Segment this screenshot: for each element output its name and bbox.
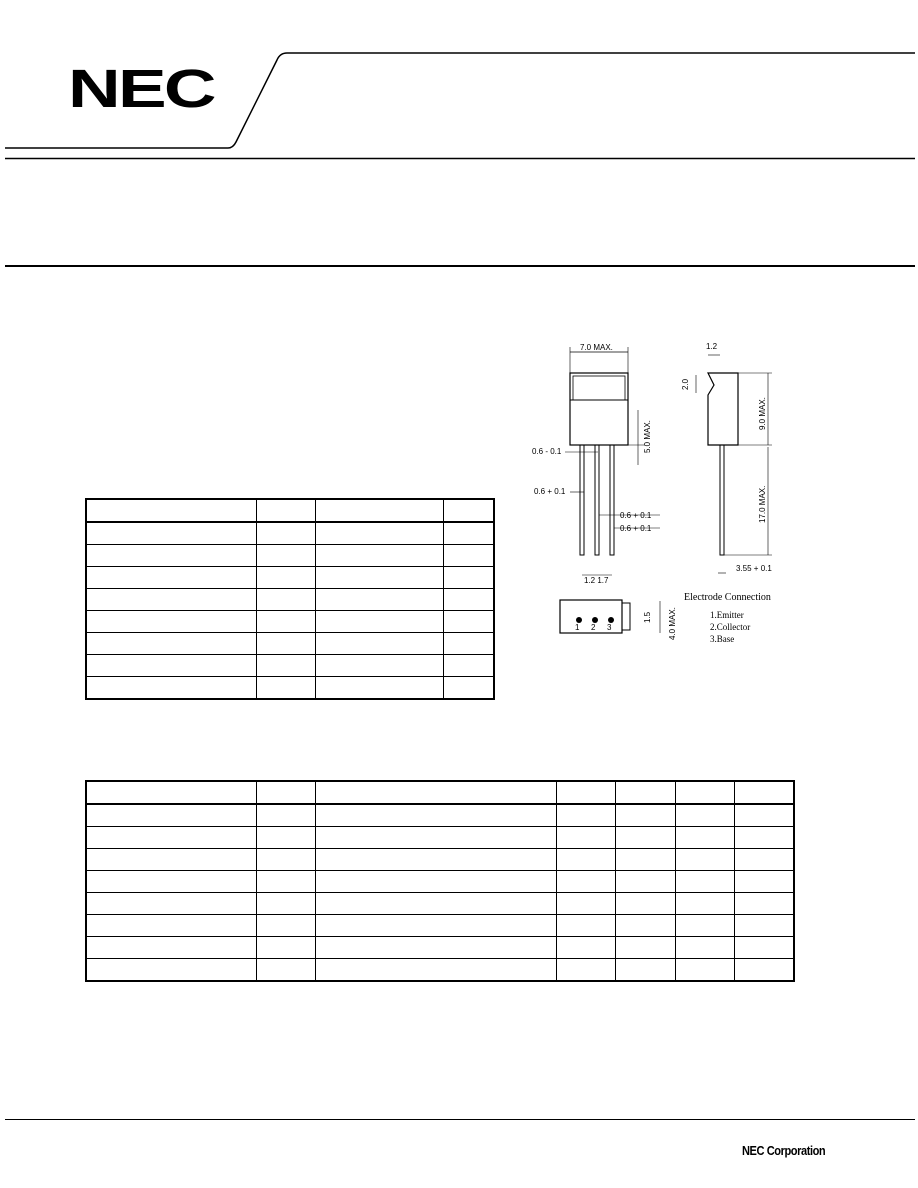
- dim-lead-offset: 1.2: [706, 342, 718, 351]
- table-cell: [615, 871, 675, 893]
- table-cell: [86, 827, 256, 849]
- table-row: [86, 781, 794, 804]
- table-cell: [556, 915, 615, 937]
- table-cell: [315, 545, 443, 567]
- table-cell: [443, 567, 494, 589]
- table-cell: [86, 499, 256, 522]
- table-cell: [86, 633, 256, 655]
- characteristics-table: [85, 780, 795, 982]
- table-cell: [734, 937, 794, 959]
- dim-bottom-a: 1.5: [643, 611, 652, 623]
- table-cell: [86, 677, 256, 700]
- dim-pitch: 1.2 1.7: [584, 576, 609, 585]
- table-cell: [315, 915, 556, 937]
- table-row: [86, 633, 494, 655]
- table-cell: [615, 937, 675, 959]
- dim-body-side: 9.0 MAX.: [758, 397, 767, 430]
- table-cell: [256, 633, 315, 655]
- table-cell: [443, 499, 494, 522]
- table-cell: [615, 893, 675, 915]
- dim-lead-c: 0.6 + 0.1: [620, 511, 652, 520]
- table-cell: [256, 849, 315, 871]
- table-cell: [256, 567, 315, 589]
- table-cell: [734, 959, 794, 982]
- table-cell: [86, 893, 256, 915]
- nec-logo: NEC: [68, 59, 214, 119]
- electrode-2: 2.Collector: [710, 622, 751, 632]
- table-cell: [675, 871, 734, 893]
- dim-tab: 2.0: [681, 378, 690, 390]
- electrode-1: 1.Emitter: [710, 610, 744, 620]
- dim-lead-d: 0.6 + 0.1: [620, 524, 652, 533]
- table-cell: [734, 827, 794, 849]
- table-row: [86, 611, 494, 633]
- table-row: [86, 893, 794, 915]
- table-cell: [734, 781, 794, 804]
- table-cell: [256, 871, 315, 893]
- table-row: [86, 545, 494, 567]
- table-cell: [556, 827, 615, 849]
- table-cell: [675, 804, 734, 827]
- table-row: [86, 871, 794, 893]
- table-cell: [315, 849, 556, 871]
- table-cell: [315, 611, 443, 633]
- table-cell: [315, 499, 443, 522]
- table-cell: [615, 804, 675, 827]
- table-cell: [556, 871, 615, 893]
- table-cell: [315, 959, 556, 982]
- table-cell: [315, 827, 556, 849]
- electrode-title: Electrode Connection: [684, 592, 771, 603]
- table-cell: [443, 677, 494, 700]
- table-cell: [86, 611, 256, 633]
- table-cell: [315, 522, 443, 545]
- table-cell: [615, 827, 675, 849]
- pin-3: 3: [607, 623, 612, 632]
- table-cell: [256, 937, 315, 959]
- table-cell: [315, 937, 556, 959]
- pin-1: 1: [575, 623, 580, 632]
- table-cell: [315, 589, 443, 611]
- dim-thickness: 3.55 + 0.1: [736, 564, 772, 573]
- table-cell: [315, 781, 556, 804]
- table-cell: [315, 677, 443, 700]
- table-cell: [256, 589, 315, 611]
- table-cell: [86, 915, 256, 937]
- table-cell: [256, 781, 315, 804]
- package-drawing: [520, 335, 800, 655]
- table-cell: [86, 804, 256, 827]
- table-row: [86, 804, 794, 827]
- table-row: [86, 567, 494, 589]
- table-cell: [556, 804, 615, 827]
- table-cell: [615, 915, 675, 937]
- table-cell: [556, 781, 615, 804]
- table-cell: [615, 959, 675, 982]
- table-cell: [256, 827, 315, 849]
- table-cell: [315, 893, 556, 915]
- table-row: [86, 655, 494, 677]
- table-cell: [615, 781, 675, 804]
- table-cell: [734, 915, 794, 937]
- table-cell: [556, 849, 615, 871]
- table-cell: [734, 893, 794, 915]
- table-row: [86, 677, 494, 700]
- table-cell: [86, 871, 256, 893]
- table-cell: [443, 633, 494, 655]
- table-cell: [256, 545, 315, 567]
- table-cell: [86, 655, 256, 677]
- table-row: [86, 499, 494, 522]
- table-cell: [675, 849, 734, 871]
- dim-lead-b: 0.6 + 0.1: [534, 487, 566, 496]
- table-cell: [556, 937, 615, 959]
- dim-body-front: 5.0 MAX.: [643, 420, 652, 453]
- table-cell: [443, 611, 494, 633]
- table-cell: [556, 893, 615, 915]
- footer-divider: [5, 1119, 915, 1120]
- table-cell: [443, 655, 494, 677]
- table-cell: [86, 522, 256, 545]
- table-cell: [256, 804, 315, 827]
- table-cell: [86, 589, 256, 611]
- table-cell: [256, 522, 315, 545]
- table-row: [86, 959, 794, 982]
- table-cell: [256, 499, 315, 522]
- table-cell: [443, 545, 494, 567]
- table-row: [86, 915, 794, 937]
- table-row: [86, 937, 794, 959]
- table-cell: [315, 804, 556, 827]
- table-row: [86, 589, 494, 611]
- table-cell: [734, 871, 794, 893]
- table-cell: [556, 959, 615, 982]
- table-row: [86, 849, 794, 871]
- table-cell: [315, 567, 443, 589]
- table-cell: [86, 545, 256, 567]
- table-cell: [315, 655, 443, 677]
- table-cell: [443, 522, 494, 545]
- table-cell: [256, 915, 315, 937]
- table-cell: [86, 959, 256, 982]
- table-row: [86, 522, 494, 545]
- table-cell: [86, 567, 256, 589]
- title-divider: [5, 265, 915, 267]
- table-cell: [256, 611, 315, 633]
- table-cell: [675, 959, 734, 982]
- table-cell: [675, 893, 734, 915]
- corporation-name: NEC Corporation: [742, 1143, 826, 1158]
- table-cell: [615, 849, 675, 871]
- table-cell: [256, 959, 315, 982]
- table-cell: [86, 937, 256, 959]
- table-cell: [734, 849, 794, 871]
- table-cell: [86, 849, 256, 871]
- ratings-table: [85, 498, 495, 700]
- table-cell: [256, 655, 315, 677]
- table-cell: [734, 804, 794, 827]
- table-cell: [256, 677, 315, 700]
- table-cell: [675, 781, 734, 804]
- electrode-3: 3.Base: [710, 634, 735, 644]
- dim-bottom-b: 4.0 MAX.: [668, 607, 677, 640]
- dim-lead-length: 17.0 MAX.: [758, 485, 767, 523]
- table-cell: [443, 589, 494, 611]
- table-cell: [675, 827, 734, 849]
- table-cell: [86, 781, 256, 804]
- table-cell: [675, 915, 734, 937]
- table-row: [86, 827, 794, 849]
- pin-2: 2: [591, 623, 596, 632]
- table-cell: [315, 871, 556, 893]
- table-cell: [315, 633, 443, 655]
- dim-width: 7.0 MAX.: [580, 343, 613, 352]
- table-cell: [256, 893, 315, 915]
- dim-lead-a: 0.6 - 0.1: [532, 447, 562, 456]
- table-cell: [675, 937, 734, 959]
